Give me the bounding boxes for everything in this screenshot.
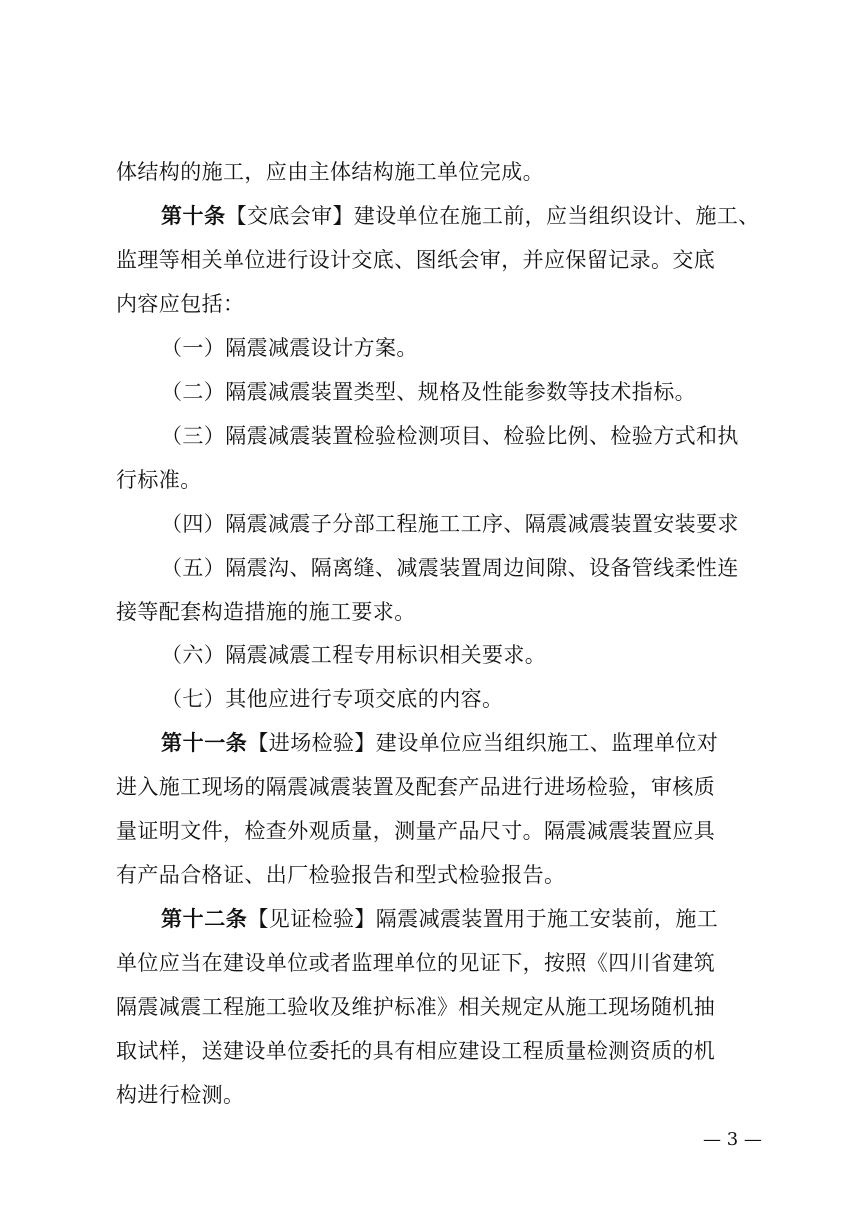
article-text: 【见证检验】隔震减震装置用于施工安装前，施工 xyxy=(247,907,719,931)
page-number: — 3 — xyxy=(703,1129,762,1150)
body-line xyxy=(116,289,244,319)
body-line xyxy=(116,948,715,978)
article-title: 第十二条 xyxy=(161,907,248,931)
article-12-line xyxy=(161,904,718,934)
list-item-text: （六）隔震减震工程专用标识相关要求。 xyxy=(161,643,547,667)
article-title: 第十条 xyxy=(161,204,226,228)
article-text: 【进场检验】建设单位应当组织施工、监理单位对 xyxy=(247,731,719,755)
body-line xyxy=(116,245,715,275)
article-text: 【交底会审】建设单位在施工前，应当组织设计、施工、 xyxy=(225,204,760,228)
body-text: 构进行检测。 xyxy=(116,1083,245,1107)
list-item-text: （五）隔震沟、隔离缝、减震装置周边间隙、设备管线柔性连 xyxy=(161,556,739,580)
body-text: 取试样，送建设单位委托的具有相应建设工程质量检测资质的机 xyxy=(116,1039,716,1063)
body-text: 进入施工现场的隔震减震装置及配套产品进行进场检验，审核质 xyxy=(116,775,716,799)
body-line xyxy=(116,992,715,1022)
list-item xyxy=(161,640,546,670)
list-item xyxy=(161,509,739,539)
body-line xyxy=(116,157,544,187)
article-title: 第十一条 xyxy=(161,731,248,755)
list-item-text: （一）隔震减震设计方案。 xyxy=(161,336,418,360)
list-item xyxy=(161,421,739,451)
article-10-line xyxy=(161,201,760,231)
article-11-line xyxy=(161,728,718,758)
list-item xyxy=(161,684,503,714)
body-text: 内容应包括： xyxy=(116,292,245,316)
body-text: 接等配套构造措施的施工要求。 xyxy=(116,600,416,624)
body-text: 量证明文件，检查外观质量，测量产品尺寸。隔震减震装置应具 xyxy=(116,819,716,843)
body-line xyxy=(116,465,202,495)
body-text: 体结构的施工，应由主体结构施工单位完成。 xyxy=(116,160,544,184)
body-text: 隔震减震工程施工验收及维护标准》相关规定从施工现场随机抽 xyxy=(116,995,716,1019)
list-item xyxy=(161,333,418,363)
body-line xyxy=(116,1036,715,1066)
list-item xyxy=(161,377,696,407)
list-item-text: （二）隔震减震装置类型、规格及性能参数等技术指标。 xyxy=(161,380,696,404)
body-line xyxy=(116,816,715,846)
body-line xyxy=(116,1080,244,1110)
list-item-text: （四）隔震减震子分部工程施工工序、隔震减震装置安装要求 xyxy=(161,512,739,536)
body-text: 行标准。 xyxy=(116,468,202,492)
body-text: 监理等相关单位进行设计交底、图纸会审，并应保留记录。交底 xyxy=(116,248,716,272)
list-item xyxy=(161,553,739,583)
list-item-text: （七）其他应进行专项交底的内容。 xyxy=(161,687,504,711)
body-line xyxy=(116,772,715,802)
body-text: 单位应当在建设单位或者监理单位的见证下，按照《四川省建筑 xyxy=(116,951,716,975)
body-line xyxy=(116,597,416,627)
body-text: 有产品合格证、出厂检验报告和型式检验报告。 xyxy=(116,863,566,887)
list-item-text: （三）隔震减震装置检验检测项目、检验比例、检验方式和执 xyxy=(161,424,739,448)
body-line xyxy=(116,860,565,890)
